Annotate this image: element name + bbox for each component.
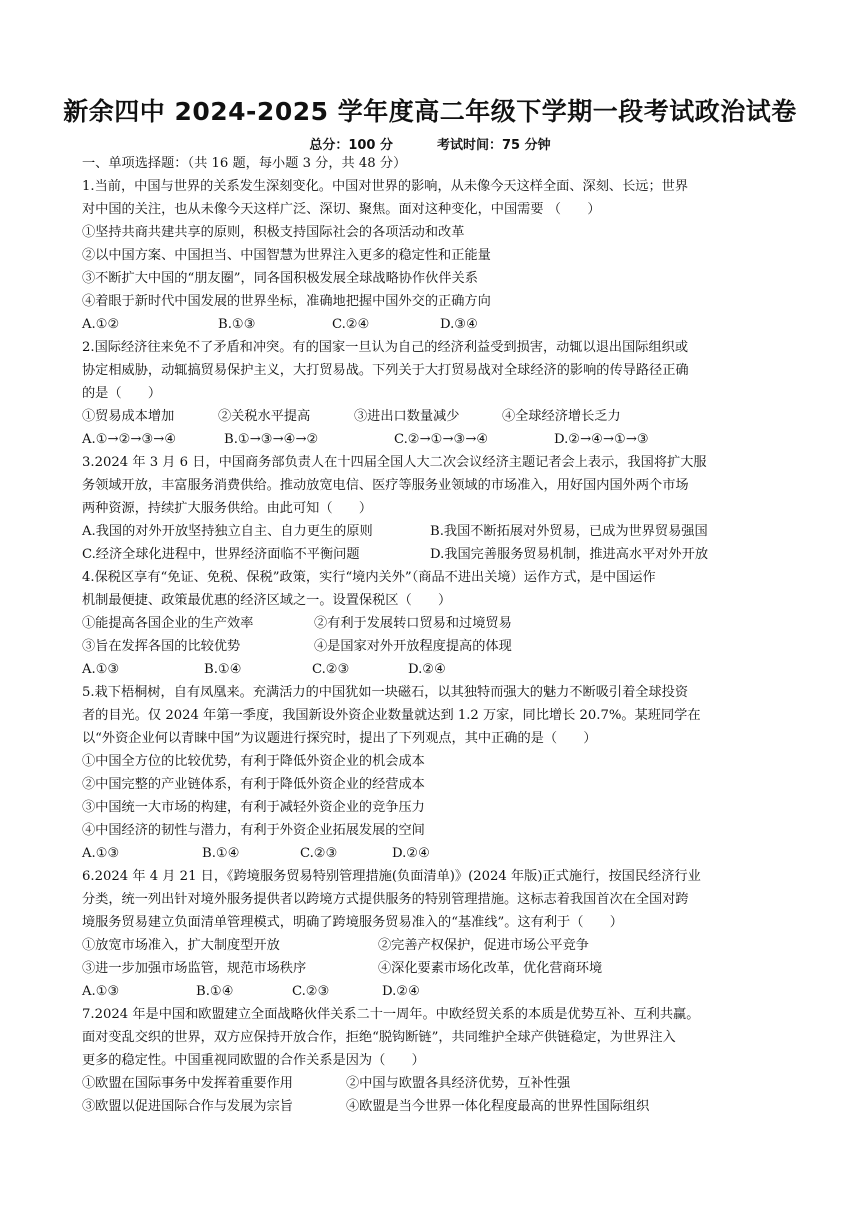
q4-option-d[interactable]: D.②④ xyxy=(408,662,446,677)
q3-option-c[interactable]: C.经济全球化进程中，世界经济面临不平衡问题 xyxy=(82,547,360,562)
q3-option-b[interactable]: B.我国不断拓展对外贸易，已成为世界贸易强国 xyxy=(430,524,708,539)
q3-stem-line: 3.2024 年 3 月 6 日，中国商务部负责人在十四届全国人大二次会议经济主题记者会上表示，我国将扩大服 xyxy=(82,455,707,470)
q7-item: ④欧盟是当今世界一体化程度最高的世界性国际组织 xyxy=(346,1099,650,1114)
q7-stem-line: 更多的稳定性。中国重视同欧盟的合作关系是因为（ ） xyxy=(82,1053,425,1068)
q2-item: ④全球经济增长乏力 xyxy=(502,409,621,424)
q4-item: ①能提高各国企业的生产效率 xyxy=(82,616,254,631)
q3-options xyxy=(82,545,708,565)
q2-stem-line: 2.国际经济往来免不了矛盾和冲突。有的国家一旦认为自己的经济利益受到损害，动辄以退出国际组织或 xyxy=(82,340,689,355)
q5-item: ④中国经济的韧性与潜力，有利于外资企业拓展发展的空间 xyxy=(82,823,425,838)
q2-stem-line: 的是（ ） xyxy=(82,386,162,401)
q1-option-a[interactable]: A.①② xyxy=(82,317,120,332)
q6-item: ①放宽市场准入，扩大制度型开放 xyxy=(82,938,280,953)
q6-option-a[interactable]: A.①③ xyxy=(82,984,120,999)
q1-item: ③不断扩大中国的“朋友圈”，同各国积极发展全球战略协作伙伴关系 xyxy=(82,271,478,286)
q2-stem-line: 协定相威胁，动辄搞贸易保护主义，大打贸易战。下列关于大打贸易战对全球经济的影响的传导路径正确 xyxy=(82,363,689,378)
q4-stem-line: 4.保税区享有“免证、免税、保税”政策，实行“境内关外”（商品不进出关境）运作方式，是中国运作 xyxy=(82,570,656,585)
q1-option-b[interactable]: B.①③ xyxy=(218,317,256,332)
q5-item: ①中国全方位的比较优势，有利于降低外资企业的机会成本 xyxy=(82,754,425,769)
q2-item: ①贸易成本增加 xyxy=(82,409,175,424)
q4-stem-line: 机制最便捷、政策最优惠的经济区域之一。设置保税区（ ） xyxy=(82,593,452,608)
q1-item: ④着眼于新时代中国发展的世界坐标，准确地把握中国外交的正确方向 xyxy=(82,294,491,309)
q1-stem-line: 对中国的关注，也从未像今天这样广泛、深切、聚焦。面对这种变化，中国需要 （ ） xyxy=(82,202,601,217)
section-heading: 一、单项选择题：（共 16 题，每小题 3 分，共 48 分） xyxy=(82,156,407,171)
q2-item: ②关税水平提高 xyxy=(218,409,311,424)
q5-options xyxy=(82,844,430,864)
q5-item: ②中国完整的产业链体系，有利于降低外资企业的经营成本 xyxy=(82,777,425,792)
q7-items xyxy=(82,1074,570,1094)
q7-item: ③欧盟以促进国际合作与发展为宗旨 xyxy=(82,1099,293,1114)
q6-stem-line: 分类，统一列出针对境外服务提供者以跨境方式提供服务的特别管理措施。这标志着我国首次在全国对跨 xyxy=(82,892,689,907)
q4-option-b[interactable]: B.①④ xyxy=(204,662,242,677)
q5-option-a[interactable]: A.①③ xyxy=(82,846,120,861)
q7-item: ②中国与欧盟各具经济优势，互补性强 xyxy=(346,1076,571,1091)
q7-stem-line: 面对变乱交织的世界，双方应保持开放合作，拒绝“脱钩断链”，共同维护全球产供链稳定，为世界注入 xyxy=(82,1030,676,1045)
q3-stem-line: 两种资源，持续扩大服务供给。由此可知（ ） xyxy=(82,501,373,516)
q2-option-d[interactable]: D.②→④→①→③ xyxy=(554,432,649,447)
q6-options xyxy=(82,982,420,1002)
q1-item: ②以中国方案、中国担当、中国智慧为世界注入更多的稳定性和正能量 xyxy=(82,248,491,263)
q2-option-a[interactable]: A.①→②→③→④ xyxy=(82,432,177,447)
q6-option-d[interactable]: D.②④ xyxy=(382,984,420,999)
exam-title: 新余四中 2024-2025 学年度高二年级下学期一段考试政治试卷 xyxy=(63,97,797,126)
q5-option-d[interactable]: D.②④ xyxy=(392,846,430,861)
q6-item: ③进一步加强市场监管，规范市场秩序 xyxy=(82,961,307,976)
q3-options xyxy=(82,522,708,542)
q6-items xyxy=(82,936,589,956)
exam-meta xyxy=(0,134,860,153)
total-score: 总分：100 分 xyxy=(309,138,394,153)
q5-stem-line: 5.栽下梧桐树，自有凤凰来。充满活力的中国犹如一块磁石，以其独特而强大的魅力不断吸引着全球投资 xyxy=(82,685,689,700)
q1-options xyxy=(82,315,478,335)
q6-option-b[interactable]: B.①④ xyxy=(196,984,234,999)
q3-option-a[interactable]: A.我国的对外开放坚持独立自主、自力更生的原则 xyxy=(82,524,373,539)
q1-option-c[interactable]: C.②④ xyxy=(332,317,370,332)
q6-item: ②完善产权保护，促进市场公平竞争 xyxy=(378,938,589,953)
q4-items xyxy=(82,637,512,657)
q4-option-c[interactable]: C.②③ xyxy=(312,662,350,677)
q6-stem-line: 6.2024 年 4 月 21 日，《跨境服务贸易特别管理措施(负面清单)》(2024 年版)正式施行，按国民经济行业 xyxy=(82,869,701,884)
q6-item: ④深化要素市场化改革，优化营商环境 xyxy=(378,961,603,976)
q1-item: ①坚持共商共建共享的原则，积极支持国际社会的各项活动和改革 xyxy=(82,225,465,240)
q3-option-d[interactable]: D.我国完善服务贸易机制，推进高水平对外开放 xyxy=(430,547,709,562)
q5-option-c[interactable]: C.②③ xyxy=(300,846,338,861)
q6-stem-line: 境服务贸易建立负面清单管理模式，明确了跨境服务贸易准入的“基准线”。这有利于（ ） xyxy=(82,915,623,930)
q1-stem-line: 1.当前，中国与世界的关系发生深刻变化。中国对世界的影响，从未像今天这样全面、深刻、长远；世界 xyxy=(82,179,689,194)
q4-item: ③旨在发挥各国的比较优势 xyxy=(82,639,241,654)
q4-item: ②有利于发展转口贸易和过境贸易 xyxy=(314,616,512,631)
q4-options xyxy=(82,660,446,680)
q2-items xyxy=(82,407,621,427)
q1-option-d[interactable]: D.③④ xyxy=(440,317,478,332)
q7-stem-line: 7.2024 年是中国和欧盟建立全面战略伙伴关系二十一周年。中欧经贸关系的本质是优势互补、互利共赢。 xyxy=(82,1007,700,1022)
q2-item: ③进出口数量减少 xyxy=(354,409,460,424)
q5-stem-line: 者的目光。仅 2024 年第一季度，我国新设外资企业数量就达到 1.2 万家，同比增长 20.7%。某班同学在 xyxy=(82,708,701,723)
q2-options xyxy=(82,430,649,450)
q5-item: ③中国统一大市场的构建，有利于减轻外资企业的竞争压力 xyxy=(82,800,425,815)
exam-time: 考试时间：75 分钟 xyxy=(437,138,551,153)
q5-option-b[interactable]: B.①④ xyxy=(202,846,240,861)
q4-items xyxy=(82,614,512,634)
q5-stem-line: 以“外资企业何以青睐中国”为议题进行探究时，提出了下列观点，其中正确的是（ ） xyxy=(82,731,597,746)
q7-items xyxy=(82,1097,649,1117)
q6-option-c[interactable]: C.②③ xyxy=(292,984,330,999)
q7-item: ①欧盟在国际事务中发挥着重要作用 xyxy=(82,1076,293,1091)
q3-stem-line: 务领域开放，丰富服务消费供给。推动放宽电信、医疗等服务业领域的市场准入，用好国内国外两个市场 xyxy=(82,478,689,493)
q2-option-b[interactable]: B.①→③→④→② xyxy=(224,432,319,447)
q4-item: ④是国家对外开放程度提高的体现 xyxy=(314,639,512,654)
q6-items xyxy=(82,959,602,979)
q2-option-c[interactable]: C.②→①→③→④ xyxy=(394,432,489,447)
q4-option-a[interactable]: A.①③ xyxy=(82,662,120,677)
